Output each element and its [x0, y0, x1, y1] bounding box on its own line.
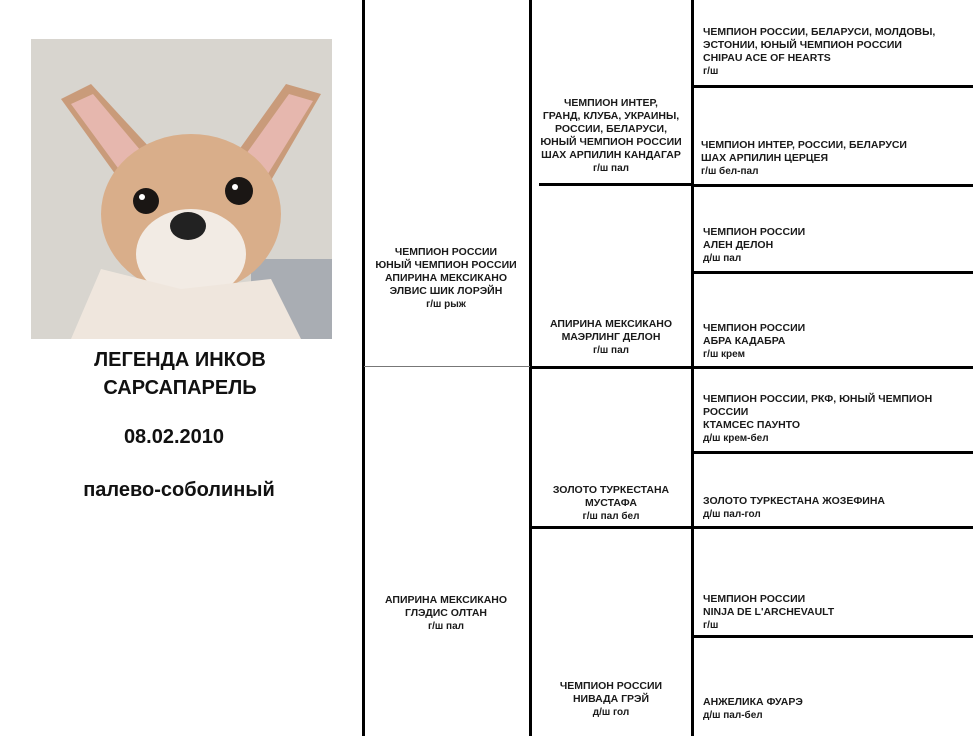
great-grandparent-line: КТАМСЕС ПАУНТО — [703, 419, 801, 431]
great-grandparent-cell — [703, 495, 969, 521]
grandparent-cell — [534, 318, 688, 357]
sire-line: ЮНЫЙ ЧЕМПИОН РОССИИ — [375, 259, 517, 271]
great-grandparent-line: ЧЕМПИОН РОССИИ — [703, 322, 806, 334]
great-grandparent-line: АНЖЕЛИКА ФУАРЭ — [703, 696, 803, 708]
ggp-divider-7 — [694, 635, 973, 638]
dog-name-line1: ЛЕГЕНДА ИНКОВ — [94, 349, 266, 371]
great-grandparent-line: ШАХ АРПИЛИН ЦЕРЦЕЯ — [701, 152, 829, 164]
great-grandparent-line: ЗОЛОТО ТУРКЕСТАНА ЖОЗЕФИНА — [703, 495, 885, 507]
grandparent-cell — [534, 97, 688, 175]
pedigree-border-left — [362, 0, 365, 736]
great-grandparent-cell — [703, 226, 969, 265]
grandparent-line: МУСТАФА — [585, 497, 637, 509]
grandparent-code: д/ш гол — [592, 707, 630, 718]
grandparent-line: РОССИИ, БЕЛАРУСИ, — [554, 123, 668, 135]
great-grandparent-line: ЧЕМПИОН РОССИИ — [703, 593, 806, 605]
great-grandparent-code: д/ш крем-бел — [703, 433, 769, 444]
great-grandparent-line: РОССИИ — [703, 406, 749, 418]
ggp-divider-4 — [694, 366, 973, 369]
grandparent-line: НИВАДА ГРЭЙ — [572, 693, 650, 705]
great-grandparent-cell — [703, 696, 969, 722]
ggp-divider-5 — [694, 451, 973, 454]
great-grandparent-code: д/ш пал — [703, 253, 742, 264]
grandparent-line: ГРАНД, КЛУБА, УКРАИНЫ, — [542, 110, 680, 122]
sire-line: АПИРИНА МЕКСИКАНО — [384, 272, 508, 284]
dog-name — [0, 346, 360, 402]
parents-row-divider — [364, 366, 530, 367]
great-grandparent-code: д/ш пал-гол — [703, 509, 761, 520]
grandparent-line: МАЭРЛИНГ ДЕЛОН — [561, 331, 661, 343]
great-grandparent-code: г/ш — [703, 620, 719, 631]
grandparent-code: г/ш пал — [592, 345, 629, 356]
sire-code: г/ш рыж — [426, 299, 466, 310]
ggp-divider-1 — [694, 85, 973, 88]
grandparent-cell — [534, 680, 688, 719]
great-grandparent-line: ЭСТОНИИ, ЮНЫЙ ЧЕМПИОН РОССИИ — [703, 39, 902, 51]
great-grandparent-line: ЧЕМПИОН ИНТЕР, РОССИИ, БЕЛАРУСИ — [701, 139, 907, 151]
great-grandparent-line: CHIPAU ACE OF HEARTS — [703, 52, 831, 64]
great-grandparent-line: АЛЕН ДЕЛОН — [703, 239, 774, 251]
gp-divider-2 — [532, 366, 691, 369]
sire-cell — [366, 246, 526, 311]
great-grandparent-line: ЧЕМПИОН РОССИИ, РКФ, ЮНЫЙ ЧЕМПИОН — [703, 393, 933, 405]
ggp-divider-2 — [694, 184, 973, 187]
ggp-divider-6 — [694, 526, 973, 529]
chihuahua-portrait-image — [31, 39, 332, 339]
great-grandparent-code: г/ш бел-пал — [701, 166, 759, 177]
grandparent-line: ЗОЛОТО ТУРКЕСТАНА — [552, 484, 670, 496]
great-grandparent-line: ЧЕМПИОН РОССИИ — [703, 226, 806, 238]
coat-color: палево-соболиный — [83, 479, 275, 501]
great-grandparent-cell — [701, 139, 969, 178]
great-grandparent-cell — [703, 393, 969, 445]
sire-line: ЧЕМПИОН РОССИИ — [394, 246, 498, 258]
great-grandparent-code: г/ш крем — [703, 349, 745, 360]
gp-divider-1 — [539, 183, 691, 186]
great-grandparent-line: АБРА КАДАБРА — [703, 335, 786, 347]
dog-name-line2: САРСАПАРЕЛЬ — [103, 377, 257, 399]
great-grandparent-cell — [703, 593, 969, 632]
great-grandparent-code: г/ш — [703, 66, 719, 77]
grandparent-line: АПИРИНА МЕКСИКАНО — [549, 318, 673, 330]
grandparent-line: ЧЕМПИОН ИНТЕР, — [564, 97, 658, 109]
grandparent-line: ЮНЫЙ ЧЕМПИОН РОССИИ — [540, 136, 682, 148]
gp-divider-3 — [532, 526, 691, 529]
great-grandparent-line: ЧЕМПИОН РОССИИ, БЕЛАРУСИ, МОЛДОВЫ, — [703, 26, 936, 38]
grandparent-line: ЧЕМПИОН РОССИИ — [559, 680, 663, 692]
dam-code: г/ш пал — [427, 621, 464, 632]
grandparent-code: г/ш пал бел — [582, 511, 640, 522]
ggp-divider-3 — [694, 271, 973, 274]
great-grandparent-cell — [703, 26, 969, 78]
dam-line: АПИРИНА МЕКСИКАНО — [384, 594, 508, 606]
dam-cell — [366, 594, 526, 633]
grandparent-cell — [534, 484, 688, 523]
grandparent-code: г/ш пал — [592, 163, 629, 174]
dog-photo — [31, 39, 332, 339]
grandparent-line: ШАХ АРПИЛИН КАНДАГАР — [541, 149, 681, 161]
sire-line: ЭЛВИС ШИК ЛОРЭЙН — [389, 285, 503, 297]
dam-line: ГЛЭДИС ОЛТАН — [405, 607, 487, 619]
great-grandparent-cell — [703, 322, 969, 361]
great-grandparent-code: д/ш пал-бел — [703, 710, 763, 721]
great-grandparent-line: NINJA DE L'ARCHEVAULT — [703, 606, 835, 618]
birth-date: 08.02.2010 — [123, 426, 225, 448]
